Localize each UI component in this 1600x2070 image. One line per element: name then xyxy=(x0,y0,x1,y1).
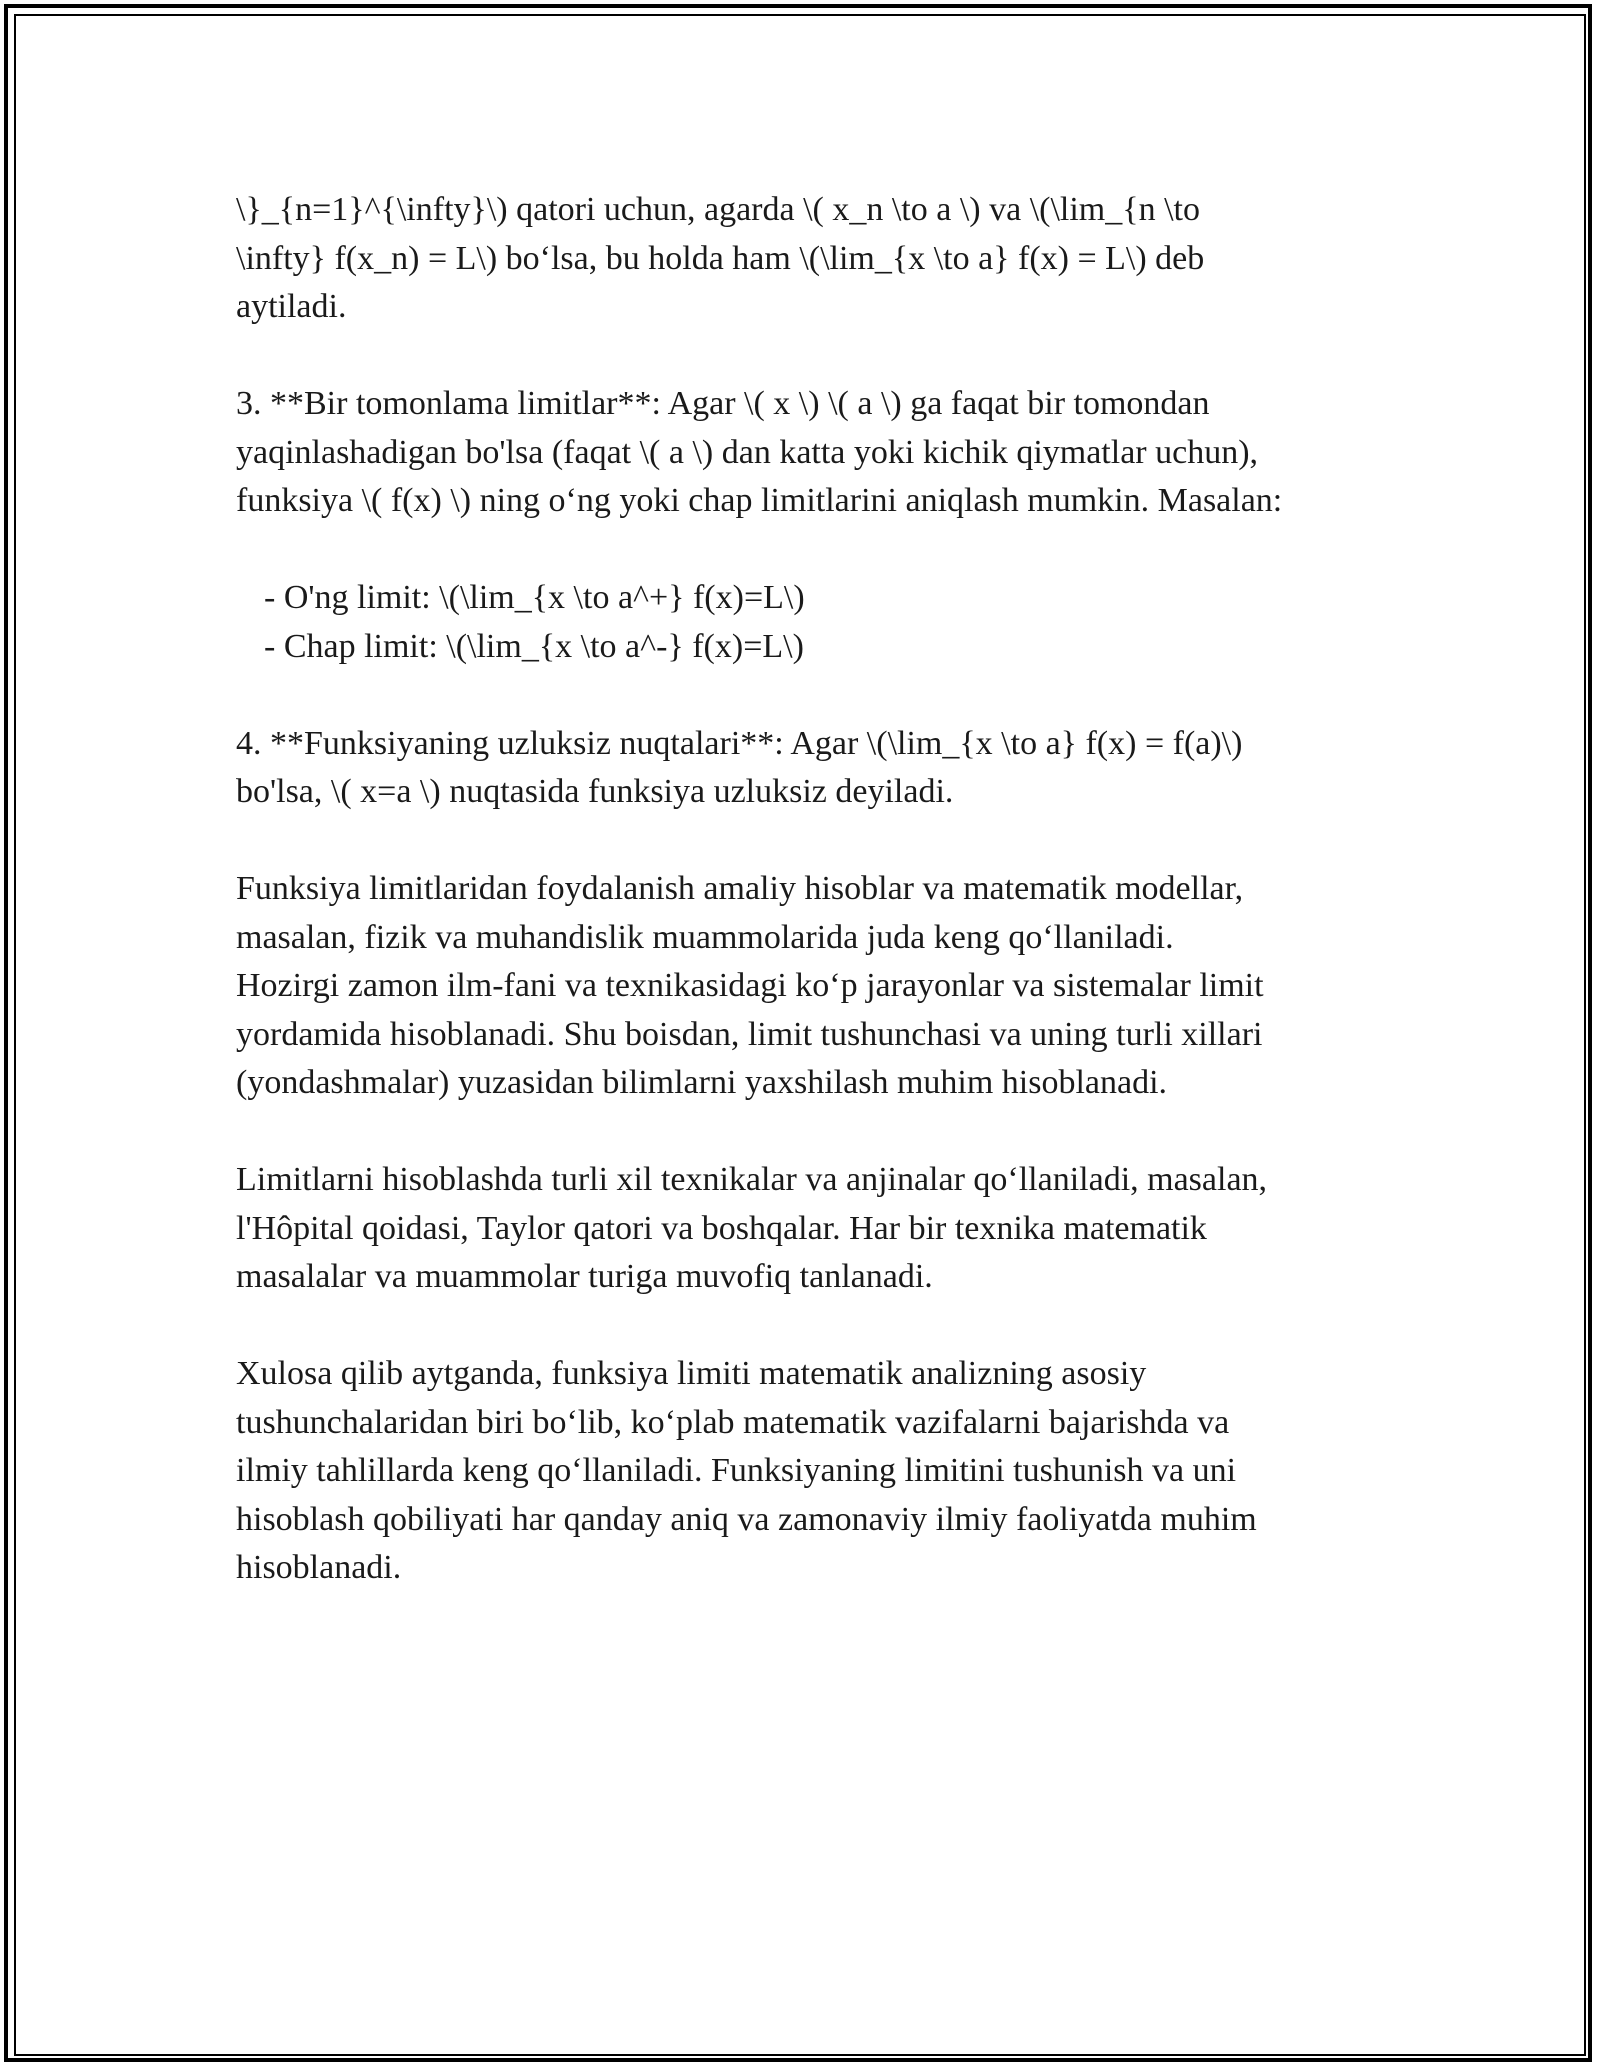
paragraph-sequence-limit xyxy=(236,186,1366,332)
text-line: Xulosa qilib aytganda, funksiya limiti matematik analizning asosiy xyxy=(236,1355,1147,1392)
text-line: 4. **Funksiyaning uzluksiz nuqtalari**: Agar \(\lim_{x \to a} f(x) = f(a)\) xyxy=(236,724,1243,762)
paragraph-one-sided-limits xyxy=(236,380,1366,526)
text-line: funksiya \( f(x) \) ning o‘ng yoki chap limitlarini aniqlash mumkin. Masalan: xyxy=(236,482,1283,519)
text-line: Hozirgi zamon ilm-fani va texnikasidagi ko‘p jarayonlar va sistemalar limit xyxy=(236,967,1264,1004)
paragraph-techniques xyxy=(236,1156,1366,1302)
text-line: l'Hôpital qoidasi, Taylor qatori va boshqalar. Har bir texnika matematik xyxy=(236,1209,1207,1247)
text-line: hisoblash qobiliyati har qanday aniq va zamonaviy ilmiy faoliyatda muhim xyxy=(236,1500,1257,1538)
text-line: bo'lsa, \( x=a \) nuqtasida funksiya uzluksiz deyiladi. xyxy=(236,773,954,810)
list-item-left-limit xyxy=(236,623,1366,672)
text-line: ilmiy tahlillarda keng qo‘llaniladi. Funksiyaning limitini tushunish va uni xyxy=(236,1452,1237,1489)
text-line: aytiladi. xyxy=(236,288,347,325)
text-line: Funksiya limitlaridan foydalanish amaliy hisoblar va matematik modellar, xyxy=(236,870,1244,907)
text-line: - Chap limit: \(\lim_{x \to a^-} f(x)=L\) xyxy=(264,627,804,665)
text-line: - O'ng limit: \(\lim_{x \to a^+} f(x)=L\) xyxy=(264,579,805,616)
text-line: 3. **Bir tomonlama limitlar**: Agar \( x \) \( a \) ga faqat bir tomondan xyxy=(236,385,1210,422)
paragraph-conclusion xyxy=(236,1350,1366,1593)
paragraph-applications xyxy=(236,865,1366,1108)
limit-list xyxy=(236,574,1366,671)
text-line: hisoblanadi. xyxy=(236,1549,402,1586)
text-line: tushunchalaridan biri bo‘lib, ko‘plab matematik vazifalarni bajarishda va xyxy=(236,1403,1230,1441)
text-line: \infty} f(x_n) = L\) bo‘lsa, bu holda ham \(\lim_{x \to a} f(x) = L\) deb xyxy=(236,239,1205,277)
list-item-right-limit xyxy=(236,574,1366,623)
text-line: yordamida hisoblanadi. Shu boisdan, limit tushunchasi va uning turli xillari xyxy=(236,1015,1263,1053)
document-body xyxy=(236,186,1366,1641)
text-line: masalan, fizik va muhandislik muammolarida juda keng qo‘llaniladi. xyxy=(236,918,1174,956)
text-line: masalalar va muammolar turiga muvofiq tanlanadi. xyxy=(236,1258,933,1295)
text-line: yaqinlashadigan bo'lsa (faqat \( a \) dan katta yoki kichik qiymatlar uchun), xyxy=(236,433,1259,471)
paragraph-continuity xyxy=(236,720,1366,817)
text-line: \}_{n=1}^{\infty}\) qatori uchun, agarda \( x_n \to a \) va \(\lim_{n \to xyxy=(236,191,1200,228)
text-line: (yondashmalar) yuzasidan bilimlarni yaxshilash muhim hisoblanadi. xyxy=(236,1064,1168,1101)
text-line: Limitlarni hisoblashda turli xil texnikalar va anjinalar qo‘llaniladi, masalan, xyxy=(236,1161,1268,1198)
